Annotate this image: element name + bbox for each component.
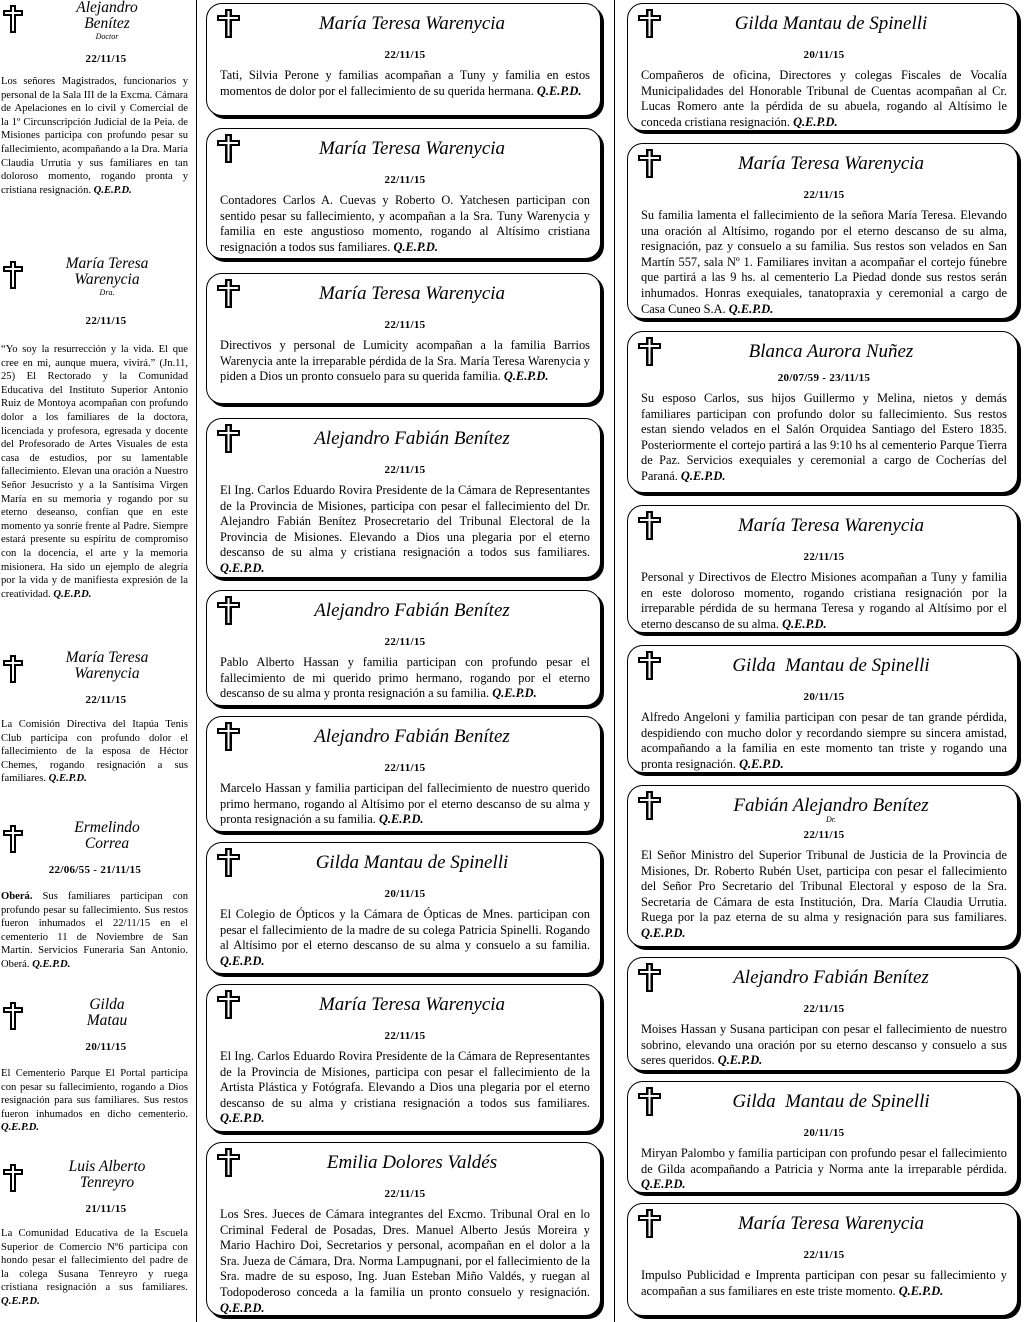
qepd-label: Q.E.P.D. [536,83,582,98]
obituary-entry [0,1159,190,1309]
cross-icon [637,336,662,367]
obituary-box [627,505,1018,633]
obituary-box [627,1203,1018,1316]
deceased-name: Blanca Aurora Nuñez [748,341,914,362]
deceased-name: Gilda Mantau de Spinelli [732,1091,930,1112]
date-label: 20/11/15 [803,691,845,703]
obituary-text [641,1268,1007,1299]
date-label: 20/11/15 [803,1127,845,1139]
date-label: 22/11/15 [384,174,426,186]
obituary-entry [0,650,190,786]
obituary-entry [0,256,190,601]
cross-icon [2,1001,24,1031]
cross-icon [216,278,241,309]
date-label: 22/11/15 [85,315,127,327]
obituary-box [206,1142,601,1316]
qepd-label: Q.E.P.D. [1,1122,40,1134]
obituary-text [0,1067,190,1135]
deceased-name [24,997,190,1029]
column-divider-right [614,0,615,1322]
body-text: Su familia lamenta el fallecimiento de la señora María Teresa. Elevando una oración al Altísimo, rogando por el eterno descanso de su alma, resignación, paz y consuelo a su familia. Sus restos son velados en San Martín 557, sala Nº 1. Familiares invitan a acompañar el cortejo fúnebre que partirá a las 9 hs. al cementerio La Piedad donde sus restos serán inhumados. Honras exequiales, tanatopraxia y ceremonial a cargo de Casa Cuneo S.A. [641,208,1007,316]
date-label: 22/11/15 [803,1249,845,1261]
obituary-text [641,570,1007,632]
date-label: 20/11/15 [85,1041,127,1053]
qepd-label: Q.E.P.D. [378,812,424,827]
date-label: 22/11/15 [384,636,426,648]
qepd-label: Q.E.P.D. [93,184,132,196]
qepd-label: Q.E.P.D. [48,773,87,785]
deceased-name: Alejandro Fabián Benítez [314,600,510,621]
name-line: Gilda Matau [86,996,128,1029]
cross-icon [637,1086,662,1117]
date-label: 22/11/15 [384,1188,426,1200]
body-text: Pablo Alberto Hassan y familia participan con profundo pesar el fallecimiento de mi querido primo hermano, rogando por el eterno descanso de su alma y pronta resignación a su familia. [220,655,590,701]
obituary-text [220,1049,590,1127]
deceased-name [24,0,190,32]
qepd-label: Q.E.P.D. [1,1295,40,1307]
body-text: Los señores Magistrados, funcionarios y personal de la Sala III de la Excma. Cámara de Apelaciones en lo civil y Comercial de la 1º Circunscripción Judicial de la Peia. de Misiones participa con profundo pesar su fallecimiento, acompañando a la Dra. María Claudia Urrutia y sus familiares en tan doloroso momento, rogando pronta y cristiana resignación. [1,76,188,196]
deceased-name: Gilda Mantau de Spinelli [732,655,930,676]
obituary-box [627,645,1018,773]
obituary-text [220,193,590,255]
body-text: Directivos y personal de Lumicity acompañan a la familia Barrios Warenycia ante la irreparable pérdida de la Sra. María Teresa Warenycia y piden a Dios un pronto consuelo para su querida familia. [220,338,590,384]
body-text: El Cementerio Parque El Portal participa con pesar su fallecimiento, rogando a Dios resignación para sus familiares. Sus restos fueron inhumados en dicho cementerio. [1,1068,188,1120]
date-label: 22/11/15 [384,464,426,476]
obituary-text [641,710,1007,772]
deceased-name: María Teresa Warenycia [318,13,506,34]
deceased-name: Fabián Alejandro Benítez [733,795,929,816]
date-label: 22/11/15 [803,551,845,563]
cross-icon [216,847,241,878]
qepd-label: Q.E.P.D. [728,301,774,316]
name-line: Alejandro Benítez [76,0,138,32]
date-label: 22/11/15 [803,1003,845,1015]
body-text: Contadores Carlos A. Cuevas y Roberto O. Yatchesen participan con sentido pesar su fallecimiento, y acompañan a la Sra. Tuny Warenycia y familia en este angustioso momento, rogando al Altísimo cristiana resignación a todos sus familiares. [220,193,590,254]
qepd-label: Q.E.P.D. [782,616,827,631]
qepd-label: Q.E.P.D. [717,1053,763,1068]
deceased-name: Alejandro Fabián Benítez [314,428,510,449]
date-label: 22/06/55 - 21/11/15 [48,864,142,876]
lead-text: Oberá. [1,891,33,902]
obituary-text [220,907,590,969]
body-text: El Señor Ministro del Superior Tribunal de Justicia de la Provincia de Misiones, Dr. Roberto Rubén Uset, participa con pesar el fallecimiento del Señor Pro Secretario del Tribunal Electoral y esposo de la Sra. Secretaria de Cámara de esta Institución, Dra. María Claudia Urrutia. Ruega por la paz eterna de su alma y resignación para sus familiares. [641,848,1007,925]
obituary-text [641,391,1007,485]
obituary-text [0,1227,190,1309]
body-text: El Colegio de Ópticos y la Cámara de Ópticas de Mnes. participan con pesar el fallecimiento de la madre de su colega Patricia Spinelli. Rogando al Altísimo por el eterno descanso de su alma y consuelo a su familia. [220,907,590,953]
deceased-name: María Teresa Warenycia [318,994,506,1015]
qepd-label: Q.E.P.D. [641,925,686,940]
deceased-name: María Teresa Warenycia [737,1213,925,1234]
body-text: Alfredo Angeloni y familia participan con pesar de tan grande pérdida, despidiendo con mucho dolor y recordando siempre su sincera amistad, acompañando a la familia en este momento tan triste y rogando una pronta resignación. [641,710,1007,771]
date-label: 22/11/15 [384,762,426,774]
obituary-text [220,483,590,577]
obituary-box [206,273,601,404]
obituary-entry [0,0,190,197]
body-text: La Comunidad Educativa de la Escuela Superior de Comercio Nº6 participa con hondo pesar el fallecimiento del padre de la colega Susana Tenreyro y ruega cristiana resignación a sus familiares. [1,1228,188,1294]
obituary-text [0,890,190,972]
date-label: 22/11/15 [803,189,845,201]
obituary-text [641,848,1007,942]
obituary-box [627,3,1018,131]
deceased-name: Alejandro Fabián Benítez [733,967,929,988]
obituary-box [206,418,601,578]
qepd-label: Q.E.P.D. [739,756,784,771]
obituary-text [0,75,190,197]
name-line: Ermelindo Correa [74,819,140,852]
qepd-label: Q.E.P.D. [53,588,92,600]
qepd-label: Q.E.P.D. [220,1111,265,1126]
name-line: Luis Alberto Tenreyro [68,1158,146,1191]
name-line: María Teresa Warenycia [65,255,149,288]
qepd-label: Q.E.P.D. [220,1300,265,1315]
obituary-box [206,716,601,832]
cross-icon [2,1163,24,1193]
cross-icon [2,4,24,34]
deceased-name: María Teresa Warenycia [737,153,925,174]
obituary-text [220,781,590,828]
body-text: “Yo soy la resurrección y la vida. El que cree en mi, aunque muera, vivirá.” (Jn.11, 25) El Rectorado y la Comunidad Educativa del Instituto Superior Antonio Ruiz de Montoya acompañan con profundo dolor a los familiares de la doctora, licenciada y profesora, egresada y docente del Profesorado de Artes Visuales de esta casa de estudios, por su lamentable fallecimiento. Elevan una oración a Nuestro Señor Jesucristo y a la Santísima Virgen María en su memoria y rogando por su eterno deseanso, confían que en este momento ya sonríe frente al Padre. Siempre estará presente su espíritu de compromiso con la docencia, el arte y la memoria misionera. Ha sido un ejemplo de alegría por la vida y de manifiesta expresión de la creatividad. [1,344,188,600]
obituary-text [641,208,1007,317]
cross-icon [637,650,662,681]
cross-icon [637,962,662,993]
obituary-text [220,68,590,99]
body-text: Impulso Publicidad e Imprenta participan con pesar su fallecimiento y acompañan a sus familiares en este triste momento. [641,1268,1007,1298]
body-text: Moises Hassan y Susana participan con pesar el fallecimiento de nuestro sobrino, elevando una oración por su eterno descanso y consuelo a sus seres queridos. [641,1022,1007,1068]
date-label: 22/11/15 [803,829,845,841]
title-label: Dra. [99,288,115,297]
obituary-text [220,338,590,385]
cross-icon [637,790,662,821]
deceased-name: Alejandro Fabián Benítez [314,726,510,747]
body-text: Su esposo Carlos, sus hijos Guillermo y Melina, nietos y demás familiares participan con profundo dolor su fallecimiento. Sus restos estan siendo velados en el Salón Orquidea Santiago del Estero 1835. Posteriormente el cortejo partirá a las 9:10 hs al cementerio Parque Tierra de Paz. Servicios exequiales y ceremonial a cargo de Cocherías del Paraná. [641,391,1007,483]
cross-icon [216,595,241,626]
date-label: 22/11/15 [384,319,426,331]
cross-icon [637,1208,662,1239]
obituary-box [627,1081,1018,1193]
body-text: Personal y Directivos de Electro Misiones acompañan a Tuny y familia en este doloroso momento, rogando cristiana resignación por la irreparable pérdida de su hermana Teresa y rogando al Altísimo por el eterno descanso de su alma. [641,570,1007,631]
cross-icon [216,721,241,752]
cross-icon [2,260,24,290]
column-divider-left [196,0,197,1322]
date-label: 22/11/15 [384,49,426,61]
date-label: 22/11/15 [85,694,127,706]
body-text: Miryan Palombo y familia participan con profundo pesar el fallecimiento de Gilda acompañando a Patricia y Norma ante la irreparable pérdida. [641,1146,1007,1176]
qepd-label: Q.E.P.D. [220,953,265,968]
deceased-name [24,650,190,682]
obituary-text [0,343,190,601]
deceased-name: María Teresa Warenycia [737,515,925,536]
deceased-name [24,820,190,852]
date-label: 20/07/59 - 23/11/15 [777,372,871,384]
column-1 [0,0,190,1322]
obituary-entry [0,820,190,972]
obituary-entry [0,997,190,1135]
qepd-label: Q.E.P.D. [793,114,838,129]
qepd-label: Q.E.P.D. [32,958,71,970]
obituary-box [206,590,601,706]
obituary-text [0,718,190,786]
obituary-text [641,1022,1007,1069]
body-text: La Comisión Directiva del Itapúa Tenis Club participa con profundo dolor el fallecimiento de la esposa de Héctor Chemes, rogando resignación a sus familiares. [1,719,188,785]
cross-icon [2,654,24,684]
obituary-text [641,68,1007,130]
date-label: 20/11/15 [384,888,426,900]
body-text: Sus familiares participan con profundo pesar su fallecimiento. Sus restos fueron inhumados el 22/11/15 en el cementerio 11 de Noviembre de San Martín. Servicios Funeraria San Antonio. Oberá. [1,891,188,970]
obituary-box [627,785,1018,947]
obituary-text [641,1146,1007,1193]
qepd-label: Q.E.P.D. [641,1177,686,1192]
deceased-name: María Teresa Warenycia [318,283,506,304]
cross-icon [216,133,241,164]
cross-icon [216,989,241,1020]
cross-icon [637,8,662,39]
obituary-box [627,143,1018,319]
body-text: Los Sres. Jueces de Cámara integrantes del Excmo. Tribunal Oral en lo Criminal Federal de Posadas, Dres. Manuel Alberto Jesús Moreira y Mario Hachiro Doi, Secretarios y personal, acompañan en el dolor a la Sra. Jueza de Cámara, Dra. Norma Lampugnani, por el fallecimiento de la Sra. madre de su esposo, Ing. Juan Esteban Miño Valdés, y ruegan al Todopoderoso conceda a la familia un pronto consuelo y resignación. [220,1207,590,1299]
qepd-label: Q.E.P.D. [680,468,726,483]
obituary-text [220,1207,590,1316]
cross-icon [637,510,662,541]
cross-icon [216,8,241,39]
body-text: Compañeros de oficina, Directores y colegas Fiscales de Vocalía Municipalidades del Honorable Tribunal de Cuentas acompañan al Cr. Lucas Romero ante la pérdida de su abuela, rogando al Altísimo le conceda cristiana resignación. [641,68,1007,129]
deceased-name: Gilda Mantau de Spinelli [734,13,928,34]
date-label: 22/11/15 [85,53,127,65]
obituary-text [220,655,590,702]
deceased-name: María Teresa Warenycia [318,138,506,159]
body-text: El Ing. Carlos Eduardo Rovira Presidente de la Cámara de Representantes de la Provincia de Misiones, participa con pesar el fallecimiento de la Artista Plástica y Fotógrafa. Elevando a Dios una plegaria por el eterno descanso de su alma y cristiana resignación a todos sus familiares. [220,1049,590,1110]
body-text: El Ing. Carlos Eduardo Rovira Presidente de la Cámara de Representantes de la Provincia de Misiones, participa con pesar el fallecimiento del Dr. Alejandro Fabián Benítez Prosecretario del Tribunal Electoral de la Provincia de Misiones. Elevando a Dios una plegaria por el eterno descanso de su alma y cristiana resignación a todos sus familiares. [220,483,590,560]
deceased-name [24,1159,190,1191]
qepd-label: Q.E.P.D. [898,1283,944,1298]
deceased-name: Gilda Mantau de Spinelli [315,852,509,873]
cross-icon [216,423,241,454]
date-label: 20/11/15 [803,49,845,61]
title-label: Dr. [825,815,836,824]
obituary-box [206,842,601,974]
cross-icon [637,148,662,179]
obituary-box [206,128,601,259]
title-label: Doctor [95,32,119,41]
body-text: Tati, Silvia Perone y familias acompañan a Tuny y familia en estos momentos de dolor por el fallecimiento de su querida hermana. [220,68,590,98]
deceased-name [24,256,190,288]
name-line: María Teresa Warenycia [65,649,149,682]
qepd-label: Q.E.P.D. [220,560,265,575]
date-label: 21/11/15 [85,1203,127,1215]
body-text: Marcelo Hassan y familia participan del fallecimiento de nuestro querido primo hermano, rogando al Altísimo por el eterno descanso de su alma y pronta resignación a su familia. [220,781,590,827]
qepd-label: Q.E.P.D. [393,239,438,254]
obituary-box [206,984,601,1132]
qepd-label: Q.E.P.D. [492,686,537,701]
deceased-name: Emilia Dolores Valdés [326,1152,498,1173]
obituary-box [627,331,1018,493]
date-label: 22/11/15 [384,1030,426,1042]
cross-icon [2,824,24,854]
qepd-label: Q.E.P.D. [503,369,549,384]
obituary-box [206,3,601,116]
cross-icon [216,1147,241,1178]
obituary-box [627,957,1018,1071]
